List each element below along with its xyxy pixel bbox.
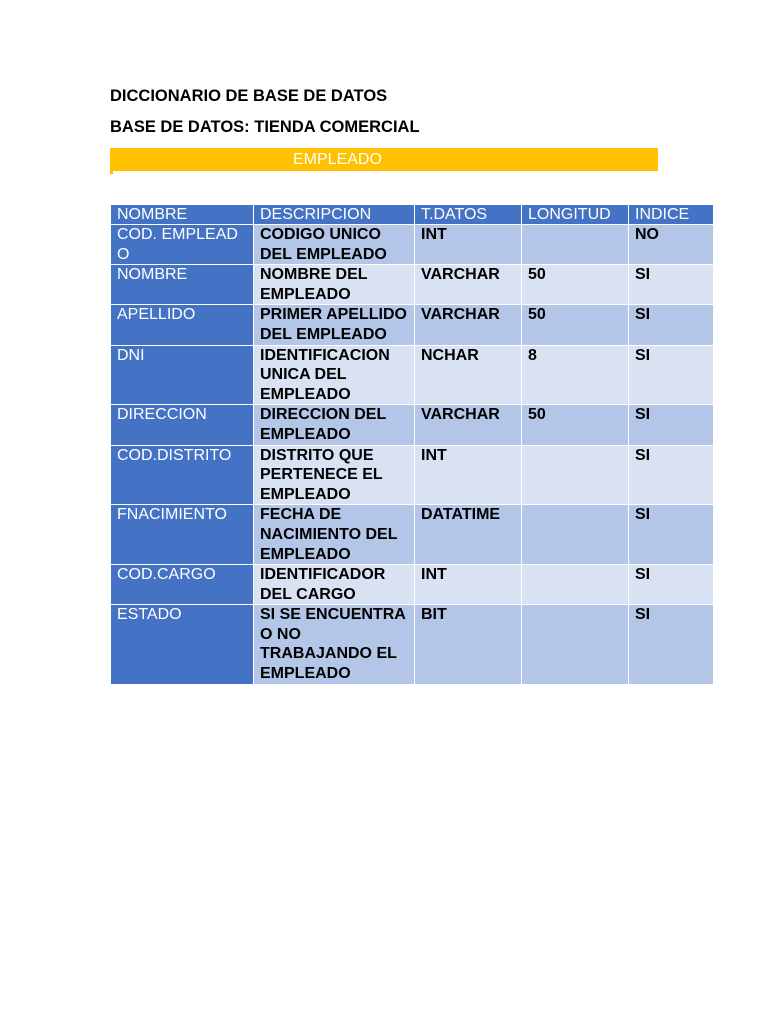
document-title: DICCIONARIO DE BASE DE DATOS	[110, 87, 388, 105]
table-row	[111, 565, 714, 605]
table-row	[111, 505, 714, 565]
field-description-cell: PRIMER APELLIDO DEL EMPLEADO	[254, 305, 415, 345]
field-type-cell: INT	[415, 565, 522, 605]
field-description-cell: DIRECCION DEL EMPLEADO	[254, 405, 415, 445]
table-row	[111, 605, 714, 684]
field-index-cell: SI	[629, 305, 714, 345]
field-type-cell: VARCHAR	[415, 405, 522, 445]
field-name-cell: DIRECCION	[111, 405, 254, 445]
table-row	[111, 225, 714, 265]
table-row	[111, 445, 714, 505]
field-length-cell	[522, 605, 629, 684]
field-index-cell: SI	[629, 605, 714, 684]
field-length-cell	[522, 505, 629, 565]
field-index-cell: NO	[629, 225, 714, 265]
field-description-cell: SI SE ENCUENTRA O NO TRABAJANDO EL EMPLEADO	[254, 605, 415, 684]
field-description-cell: IDENTIFICACION UNICA DEL EMPLEADO	[254, 345, 415, 405]
field-index-cell: SI	[629, 265, 714, 305]
field-description-cell: NOMBRE DEL EMPLEADO	[254, 265, 415, 305]
field-type-cell: VARCHAR	[415, 265, 522, 305]
table-row	[111, 345, 714, 405]
field-description-cell: CODIGO UNICO DEL EMPLEADO	[254, 225, 415, 265]
data-dictionary-table	[110, 204, 714, 685]
header-longitud: LONGITUD	[522, 205, 629, 225]
field-type-cell: INT	[415, 225, 522, 265]
field-length-cell	[522, 565, 629, 605]
table-name-banner: EMPLEADO	[110, 148, 658, 171]
document-subtitle: BASE DE DATOS: TIENDA COMERCIAL	[110, 118, 420, 136]
header-nombre: NOMBRE	[111, 205, 254, 225]
header-tipo-datos: T.DATOS	[415, 205, 522, 225]
field-index-cell: SI	[629, 345, 714, 405]
table-row	[111, 265, 714, 305]
field-type-cell: BIT	[415, 605, 522, 684]
field-name-cell: FNACIMIENTO	[111, 505, 254, 565]
field-type-cell: NCHAR	[415, 345, 522, 405]
field-name-cell: COD.CARGO	[111, 565, 254, 605]
field-index-cell: SI	[629, 565, 714, 605]
table-row	[111, 405, 714, 445]
field-length-cell: 50	[522, 265, 629, 305]
header-indice: INDICE	[629, 205, 714, 225]
field-length-cell: 50	[522, 305, 629, 345]
field-description-cell: DISTRITO QUE PERTENECE EL EMPLEADO	[254, 445, 415, 505]
field-index-cell: SI	[629, 445, 714, 505]
table-header-row	[111, 205, 714, 225]
field-type-cell: VARCHAR	[415, 305, 522, 345]
field-index-cell: SI	[629, 405, 714, 445]
field-name-cell: ESTADO	[111, 605, 254, 684]
field-type-cell: DATATIME	[415, 505, 522, 565]
field-description-cell: FECHA DE NACIMIENTO DEL EMPLEADO	[254, 505, 415, 565]
field-length-cell	[522, 225, 629, 265]
banner-corner-mark	[110, 171, 113, 174]
field-type-cell: INT	[415, 445, 522, 505]
field-name-cell: APELLIDO	[111, 305, 254, 345]
header-descripcion: DESCRIPCION	[254, 205, 415, 225]
field-description-cell: IDENTIFICADOR DEL CARGO	[254, 565, 415, 605]
table-row	[111, 305, 714, 345]
field-name-cell: DNI	[111, 345, 254, 405]
field-name-cell: COD.DISTRITO	[111, 445, 254, 505]
field-length-cell: 8	[522, 345, 629, 405]
field-name-cell: COD. EMPLEADO	[111, 225, 254, 265]
field-index-cell: SI	[629, 505, 714, 565]
field-length-cell: 50	[522, 405, 629, 445]
field-name-cell: NOMBRE	[111, 265, 254, 305]
field-length-cell	[522, 445, 629, 505]
